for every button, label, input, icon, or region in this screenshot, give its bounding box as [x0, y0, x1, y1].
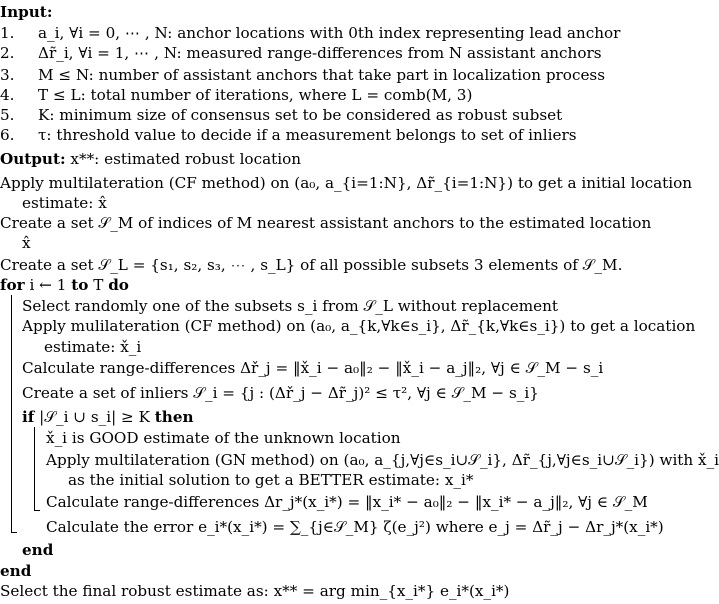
for-block-rule	[11, 295, 12, 532]
input-text: a_i, ∀i = 0, ⋯ , N: anchor locations with 0th index representing lead anchor	[38, 24, 621, 43]
input-text: τ: threshold value to decide if a measurement belongs to set of inliers	[38, 126, 577, 145]
if-condition: |𝒮_i ∪ s_i| ≥ K	[34, 408, 155, 427]
input-text: T ≤ L: total number of iterations, where L = comb(M, 3)	[38, 85, 473, 104]
for-block-rule-foot	[11, 532, 17, 533]
for-step-multilateration-cont: estimate: x̌_i	[44, 337, 142, 356]
if-step-good-estimate: x̌_i is GOOD estimate of the unknown location	[46, 429, 401, 448]
for-loop-header	[0, 276, 129, 294]
input-item	[0, 106, 563, 125]
step-initial-estimate: Apply multilateration (CF method) on (a₀, a_{i=1:N}, Δr̃_{i=1:N}) to get a initial location	[0, 173, 693, 192]
for-step-select-subset: Select randomly one of the subsets s_i from 𝒮_L without replacement	[22, 297, 558, 316]
input-item	[0, 65, 606, 84]
input-number: 3.	[0, 65, 15, 84]
input-item	[0, 44, 602, 63]
input-text: M ≤ N: number of assistant anchors that take part in localization process	[38, 65, 606, 84]
step-nearest-anchors: Create a set 𝒮_M of indices of M nearest assistant anchors to the estimated location	[0, 214, 652, 233]
if-header	[22, 408, 194, 426]
output-text: x**: estimated robust location	[70, 149, 302, 168]
if-block-rule-foot	[34, 510, 40, 511]
then-keyword: then	[154, 408, 194, 427]
input-text: K: minimum size of consensus set to be considered as robust subset	[38, 106, 563, 125]
end-if: end	[22, 541, 54, 559]
input-item	[0, 85, 473, 104]
if-step-gn-multilateration-cont: as the initial solution to get a BETTER estimate: x_i*	[68, 470, 474, 489]
input-text: Δr̃_i, ∀i = 1, ⋯ , N: measured range-differences from N assistant anchors	[38, 44, 602, 63]
end-for: end	[0, 562, 32, 580]
input-number: 1.	[0, 24, 15, 43]
input-heading: Input:	[0, 2, 53, 21]
final-step: Select the final robust estimate as: x** = arg min_{x_i*} e_i*(x_i*)	[0, 582, 510, 600]
for-range-end: T	[88, 275, 109, 294]
for-step-multilateration: Apply mulilateration (CF method) on (a₀, a_{k,∀k∈s_i}, Δr̃_{k,∀k∈s_i}) to get a location	[22, 317, 696, 336]
step-subsets: Create a set 𝒮_L = {s₁, s₂, s₃, ⋯ , s_L} of all possible subsets 3 elements of 𝒮_M.	[0, 255, 623, 274]
input-item	[0, 126, 577, 145]
if-keyword: if	[22, 408, 35, 427]
step-nearest-anchors-cont: x̂	[22, 234, 31, 253]
output-label: Output:	[0, 149, 66, 168]
do-keyword: do	[108, 275, 129, 294]
output-line	[0, 150, 301, 168]
for-step-range-differences: Calculate range-differences Δř_j = ‖x̌_i − a₀‖₂ − ‖x̌_i − a_j‖₂, ∀j ∈ 𝒮_M − s_i	[22, 358, 604, 377]
step-initial-estimate-cont: estimate: x̂	[22, 193, 107, 212]
if-step-gn-multilateration: Apply multilateration (GN method) on (a₀, a_{j,∀j∈s_i∪𝒮_i}, Δr̃_{j,∀j∈s_i∪𝒮_i}) with x̌_i	[46, 450, 719, 469]
for-step-inliers: Create a set of inliers 𝒮_i = {j : (Δř_j − Δr̃_j)² ≤ τ², ∀j ∈ 𝒮_M − s_i}	[22, 384, 539, 403]
input-number: 2.	[0, 44, 15, 63]
if-step-range-differences: Calculate range-differences Δr_j*(x_i*) = ‖x_i* − a₀‖₂ − ‖x_i* − a_j‖₂, ∀j ∈ 𝒮_M	[46, 493, 648, 512]
for-keyword: for	[0, 275, 25, 294]
to-keyword: to	[71, 275, 89, 294]
if-step-error: Calculate the error e_i*(x_i*) = ∑_{j∈𝒮_M} ζ(e_j²) where e_j = Δr̃_j − Δr_j*(x_i*)	[46, 518, 664, 537]
input-number: 6.	[0, 126, 15, 145]
input-number: 4.	[0, 85, 15, 104]
for-range-start: i ← 1	[24, 275, 72, 294]
input-number: 5.	[0, 106, 15, 125]
input-item	[0, 24, 621, 43]
if-block-rule	[34, 427, 35, 510]
